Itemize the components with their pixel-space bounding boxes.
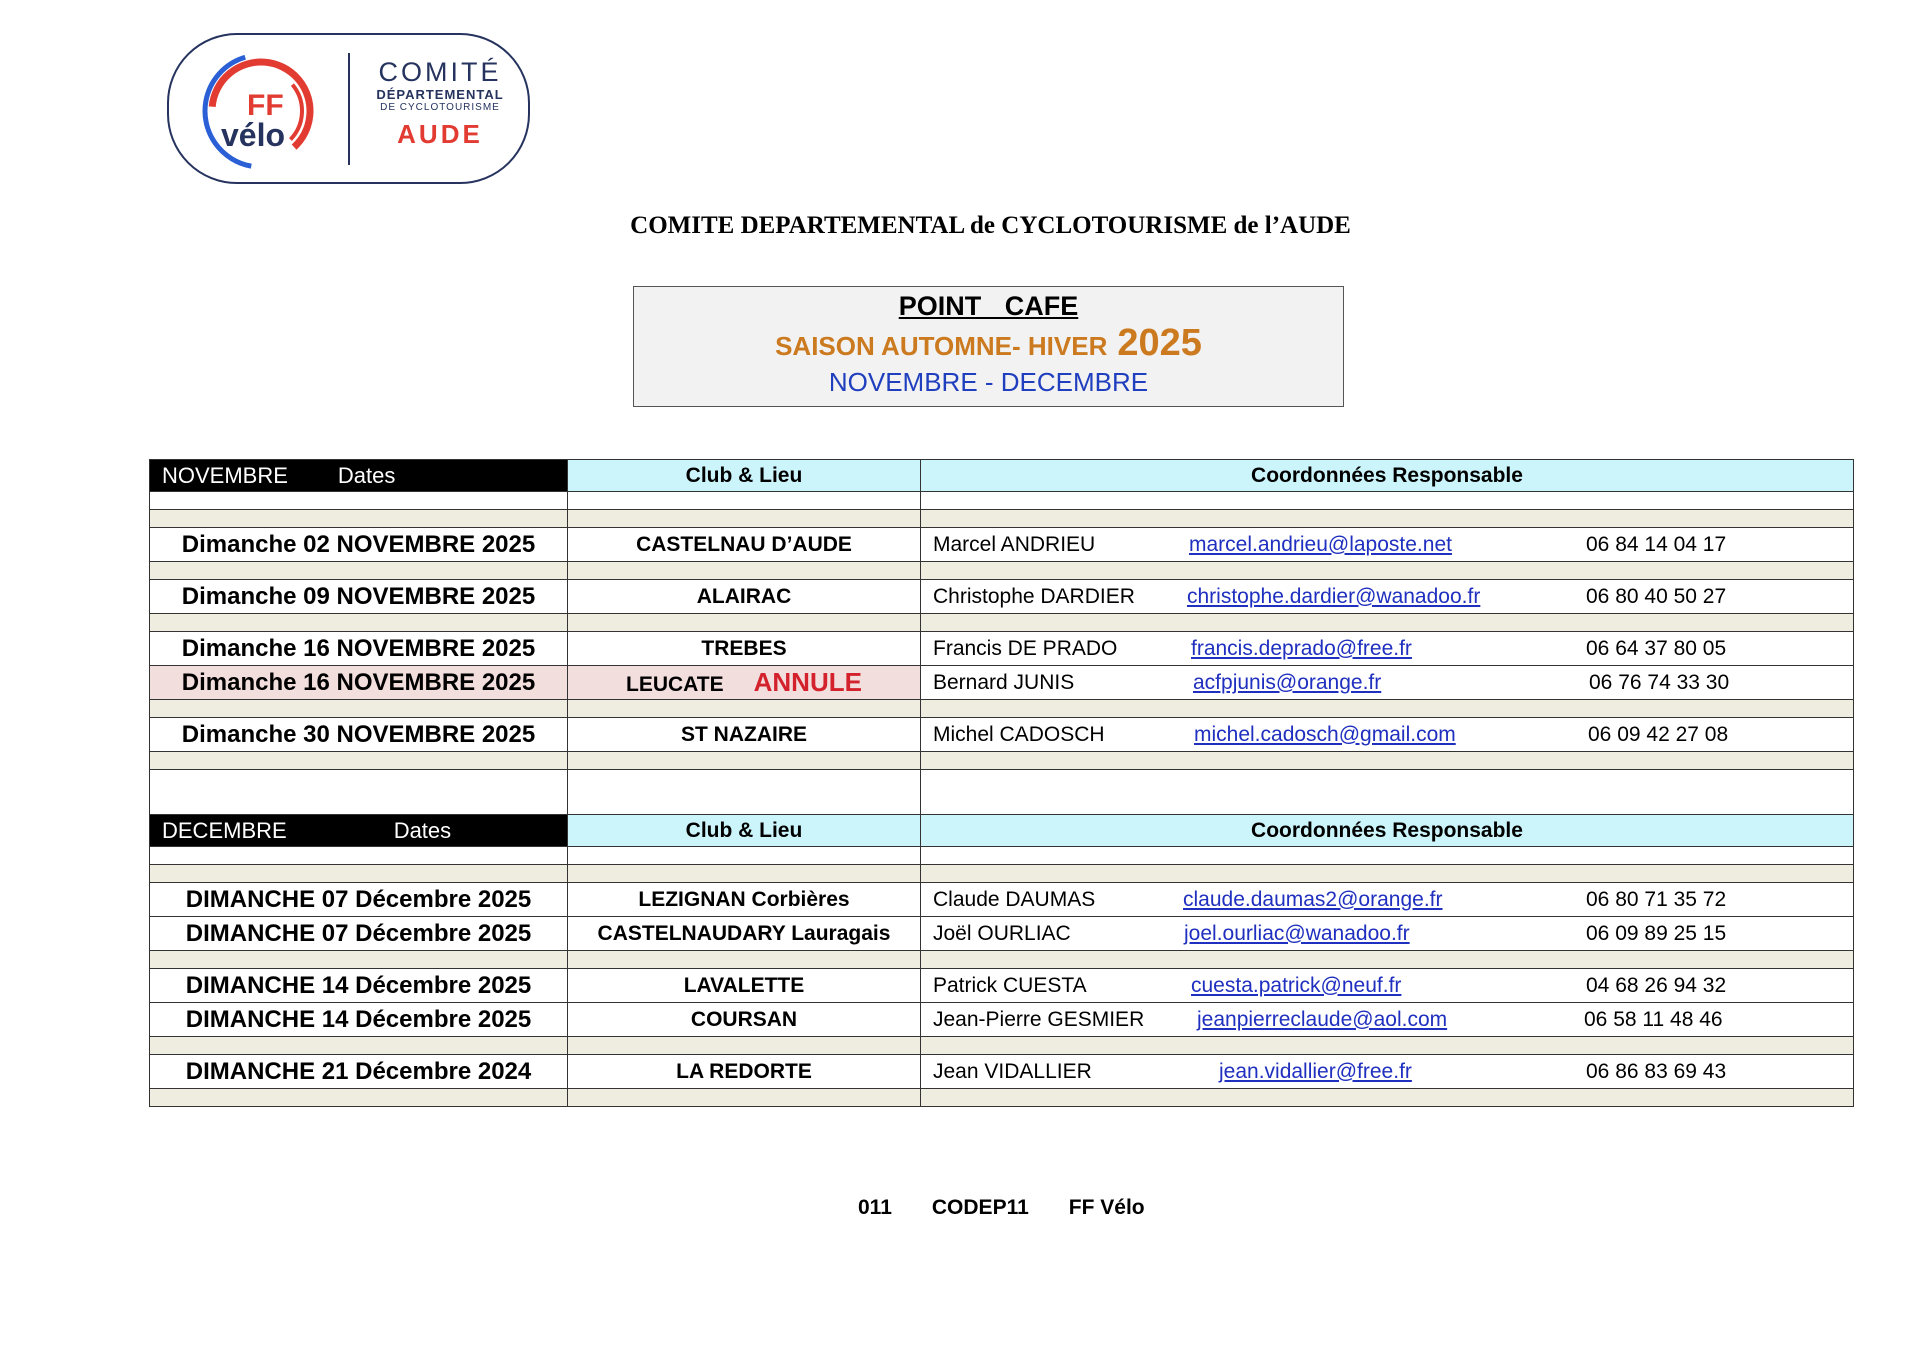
email-link[interactable]: michel.cadosch@gmail.com	[1194, 722, 1456, 746]
box-title: POINT CAFE	[898, 291, 1079, 321]
spacer-row	[150, 847, 1854, 865]
spacer-row	[150, 510, 1854, 528]
contact-name: Michel CADOSCH	[933, 722, 1105, 746]
date-cell: Dimanche 02 NOVEMBRE 2025	[150, 528, 568, 562]
club-cell: COURSAN	[568, 1003, 921, 1037]
contact-name: Patrick CUESTA	[933, 973, 1087, 997]
contact-name: Marcel ANDRIEU	[933, 532, 1096, 556]
box-months: NOVEMBRE - DECEMBRE	[828, 367, 1149, 397]
month-header-cell	[150, 815, 568, 847]
contact-header: Coordonnées Responsable	[921, 815, 1854, 847]
contact-cell	[921, 666, 1854, 700]
table-row	[150, 580, 1854, 614]
club-cell: TREBES	[568, 632, 921, 666]
date-cell: Dimanche 09 NOVEMBRE 2025	[150, 580, 568, 614]
contact-cell	[921, 632, 1854, 666]
email-link[interactable]: francis.deprado@free.fr	[1191, 636, 1412, 660]
club-cell: CASTELNAUDARY Lauragais	[568, 917, 921, 951]
contact-cell	[921, 580, 1854, 614]
phone-number: 06 86 83 69 43	[1586, 1059, 1727, 1083]
club-header: Club & Lieu	[568, 460, 921, 492]
contact-header: Coordonnées Responsable	[921, 460, 1854, 492]
email-link[interactable]: acfpjunis@orange.fr	[1193, 670, 1382, 694]
club-cell	[568, 666, 921, 700]
logo-divider	[348, 53, 350, 165]
date-cell: DIMANCHE 07 Décembre 2025	[150, 883, 568, 917]
contact-name: Claude DAUMAS	[933, 887, 1096, 911]
page-footer	[858, 1196, 1185, 1220]
table-row	[150, 718, 1854, 752]
contact-name: Bernard JUNIS	[933, 670, 1075, 694]
contact-cell	[921, 917, 1854, 951]
schedule-table	[149, 459, 1854, 1107]
spacer-row	[150, 1089, 1854, 1107]
contact-cell	[921, 883, 1854, 917]
club-cell: LA REDORTE	[568, 1055, 921, 1089]
date-cell: Dimanche 30 NOVEMBRE 2025	[150, 718, 568, 752]
dates-label: Dates	[393, 817, 452, 843]
contact-cell	[921, 969, 1854, 1003]
club-header: Club & Lieu	[568, 815, 921, 847]
december-header-row	[150, 815, 1854, 847]
logo-ff-text: FF	[247, 89, 284, 122]
season-year: 2025	[1117, 322, 1202, 364]
date-cell: DIMANCHE 14 Décembre 2025	[150, 969, 568, 1003]
spacer-row	[150, 1037, 1854, 1055]
month-header-cell	[150, 460, 568, 492]
cancelled-badge: ANNULE	[753, 667, 862, 697]
contact-cell	[921, 1003, 1854, 1037]
phone-number: 06 84 14 04 17	[1586, 532, 1727, 556]
november-header-row	[150, 460, 1854, 492]
contact-cell	[921, 1055, 1854, 1089]
dates-label: Dates	[337, 462, 396, 488]
club-cell: LAVALETTE	[568, 969, 921, 1003]
phone-number: 06 09 89 25 15	[1586, 921, 1727, 945]
date-cell: DIMANCHE 14 Décembre 2025	[150, 1003, 568, 1037]
contact-name: Joël OURLIAC	[933, 921, 1071, 945]
footer-code: 011	[858, 1196, 892, 1219]
spacer-row	[150, 492, 1854, 510]
spacer-row	[150, 614, 1854, 632]
ffvelo-logo	[167, 33, 530, 184]
logo-aude: AUDE	[397, 119, 483, 149]
page-title: COMITE DEPARTEMENTAL de CYCLOTOURISME de l’AUDE	[630, 212, 1351, 239]
season-box	[633, 286, 1344, 407]
ffvelo-emblem-icon	[195, 51, 345, 169]
club-cell: CASTELNAU D’AUDE	[568, 528, 921, 562]
spacer-row	[150, 951, 1854, 969]
email-link[interactable]: christophe.dardier@wanadoo.fr	[1187, 584, 1481, 608]
email-link[interactable]: joel.ourliac@wanadoo.fr	[1184, 921, 1410, 945]
spacer-row	[150, 562, 1854, 580]
phone-number: 06 09 42 27 08	[1588, 722, 1729, 746]
date-cell: DIMANCHE 21 Décembre 2024	[150, 1055, 568, 1089]
table-row	[150, 1003, 1854, 1037]
date-cell: DIMANCHE 07 Décembre 2025	[150, 917, 568, 951]
club-cell: LEZIGNAN Corbières	[568, 883, 921, 917]
spacer-row	[150, 770, 1854, 815]
table-row	[150, 528, 1854, 562]
email-link[interactable]: jeanpierreclaude@aol.com	[1197, 1007, 1448, 1031]
month-label: DECEMBRE	[162, 817, 287, 843]
logo-velo-text: vélo	[221, 117, 286, 153]
email-link[interactable]: claude.daumas2@orange.fr	[1183, 887, 1443, 911]
contact-name: Christophe DARDIER	[933, 584, 1135, 608]
club-cell: ALAIRAC	[568, 580, 921, 614]
phone-number: 04 68 26 94 32	[1586, 973, 1727, 997]
club-cell: ST NAZAIRE	[568, 718, 921, 752]
phone-number: 06 80 71 35 72	[1586, 887, 1727, 911]
table-row	[150, 632, 1854, 666]
contact-name: Jean-Pierre GESMIER	[933, 1007, 1145, 1031]
box-season	[634, 323, 1343, 366]
phone-number: 06 64 37 80 05	[1586, 636, 1727, 660]
table-row	[150, 969, 1854, 1003]
contact-cell	[921, 718, 1854, 752]
logo-cyclotourisme: DE CYCLOTOURISME	[380, 102, 500, 113]
logo-departemental: DÉPARTEMENTAL	[376, 87, 504, 102]
footer-ffvelo: FF Vélo	[1068, 1196, 1145, 1219]
table-row	[150, 1055, 1854, 1089]
contact-name: Francis DE PRADO	[933, 636, 1118, 660]
contact-cell	[921, 528, 1854, 562]
spacer-row	[150, 752, 1854, 770]
logo-text-block	[365, 57, 515, 148]
email-link[interactable]: cuesta.patrick@neuf.fr	[1191, 973, 1402, 997]
table-row	[150, 883, 1854, 917]
footer-codep: CODEP11	[931, 1196, 1029, 1219]
phone-number: 06 76 74 33 30	[1589, 670, 1730, 694]
logo-comite: COMITÉ	[378, 57, 502, 87]
email-link[interactable]: jean.vidallier@free.fr	[1219, 1059, 1412, 1083]
date-cell: Dimanche 16 NOVEMBRE 2025	[150, 666, 568, 700]
club-name: LEUCATE	[626, 673, 724, 696]
phone-number: 06 58 11 48 46	[1584, 1007, 1723, 1031]
spacer-row	[150, 865, 1854, 883]
table-row-cancelled	[150, 666, 1854, 700]
month-label: NOVEMBRE	[162, 462, 288, 488]
email-link[interactable]: marcel.andrieu@laposte.net	[1189, 532, 1452, 556]
phone-number: 06 80 40 50 27	[1586, 584, 1727, 608]
table-row	[150, 917, 1854, 951]
date-cell: Dimanche 16 NOVEMBRE 2025	[150, 632, 568, 666]
contact-name: Jean VIDALLIER	[933, 1059, 1092, 1083]
spacer-row	[150, 700, 1854, 718]
season-label: SAISON AUTOMNE- HIVER	[775, 331, 1108, 361]
